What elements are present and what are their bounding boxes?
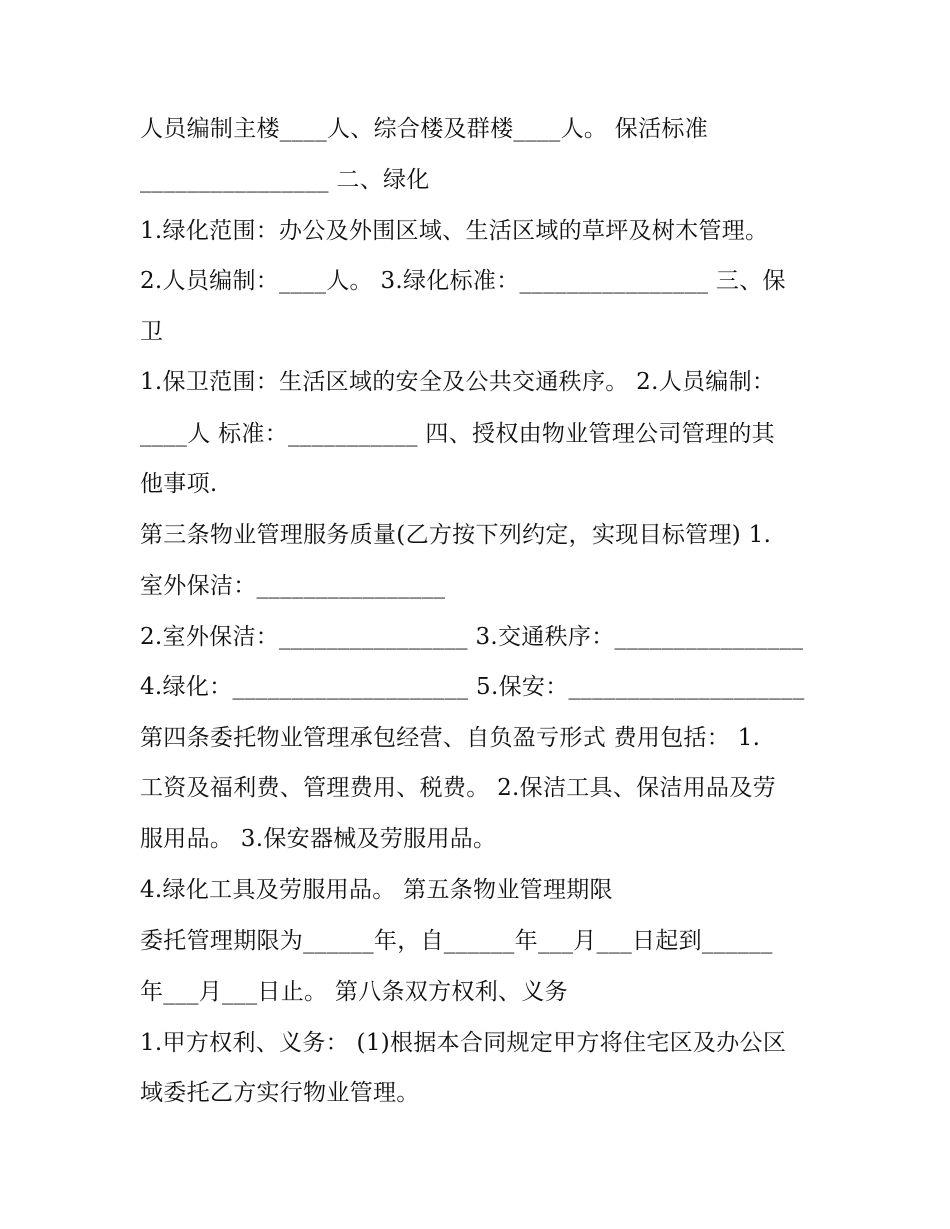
- text-line: 年___月___日止。 第八条双方权利、义务: [140, 979, 568, 1005]
- text-line: 第四条委托物业管理承包经营、自负盈亏形式 费用包括： 1.: [140, 725, 761, 751]
- text-line: 卫: [140, 319, 164, 345]
- text-line: ____人 标准：___________ 四、授权由物业管理公司管理的其: [140, 421, 775, 447]
- text-line: 1.绿化范围：办公及外围区域、生活区域的草坪及树木管理。: [140, 218, 769, 244]
- text-line: 域委托乙方实行物业管理。: [140, 1080, 420, 1106]
- text-line: 第三条物业管理服务质量(乙方按下列约定，实现目标管理) 1.: [140, 522, 772, 548]
- text-line: 服用品。 3.保安器械及劳服用品。: [140, 826, 497, 852]
- text-line: 他事项.: [140, 471, 218, 497]
- text-line: 1.保卫范围：生活区域的安全及公共交通秩序。 2.人员编制：: [140, 369, 776, 395]
- text-line: 4.绿化：____________________ 5.保安：____________________: [140, 674, 805, 700]
- text-line: 2.室外保洁：________________ 3.交通秩序：________________: [140, 624, 804, 650]
- text-line: 1.甲方权利、义务： (1)根据本合同规定甲方将住宅区及办公区: [140, 1030, 787, 1056]
- text-line: 4.绿化工具及劳服用品。 第五条物业管理期限: [140, 877, 613, 903]
- text-line: 工资及福利费、管理费用、税费。 2.保洁工具、保洁用品及劳: [140, 775, 776, 801]
- text-line: 委托管理期限为______年，自______年___月___日起到______: [140, 928, 773, 954]
- text-line: 人员编制主楼____人、综合楼及群楼____人。 保活标准: [140, 116, 709, 142]
- text-line: ________________ 二、绿化: [140, 167, 430, 193]
- text-line: 室外保洁：________________: [140, 573, 446, 599]
- text-line: 2.人员编制：____人。 3.绿化标准：________________ 三、保: [140, 268, 786, 294]
